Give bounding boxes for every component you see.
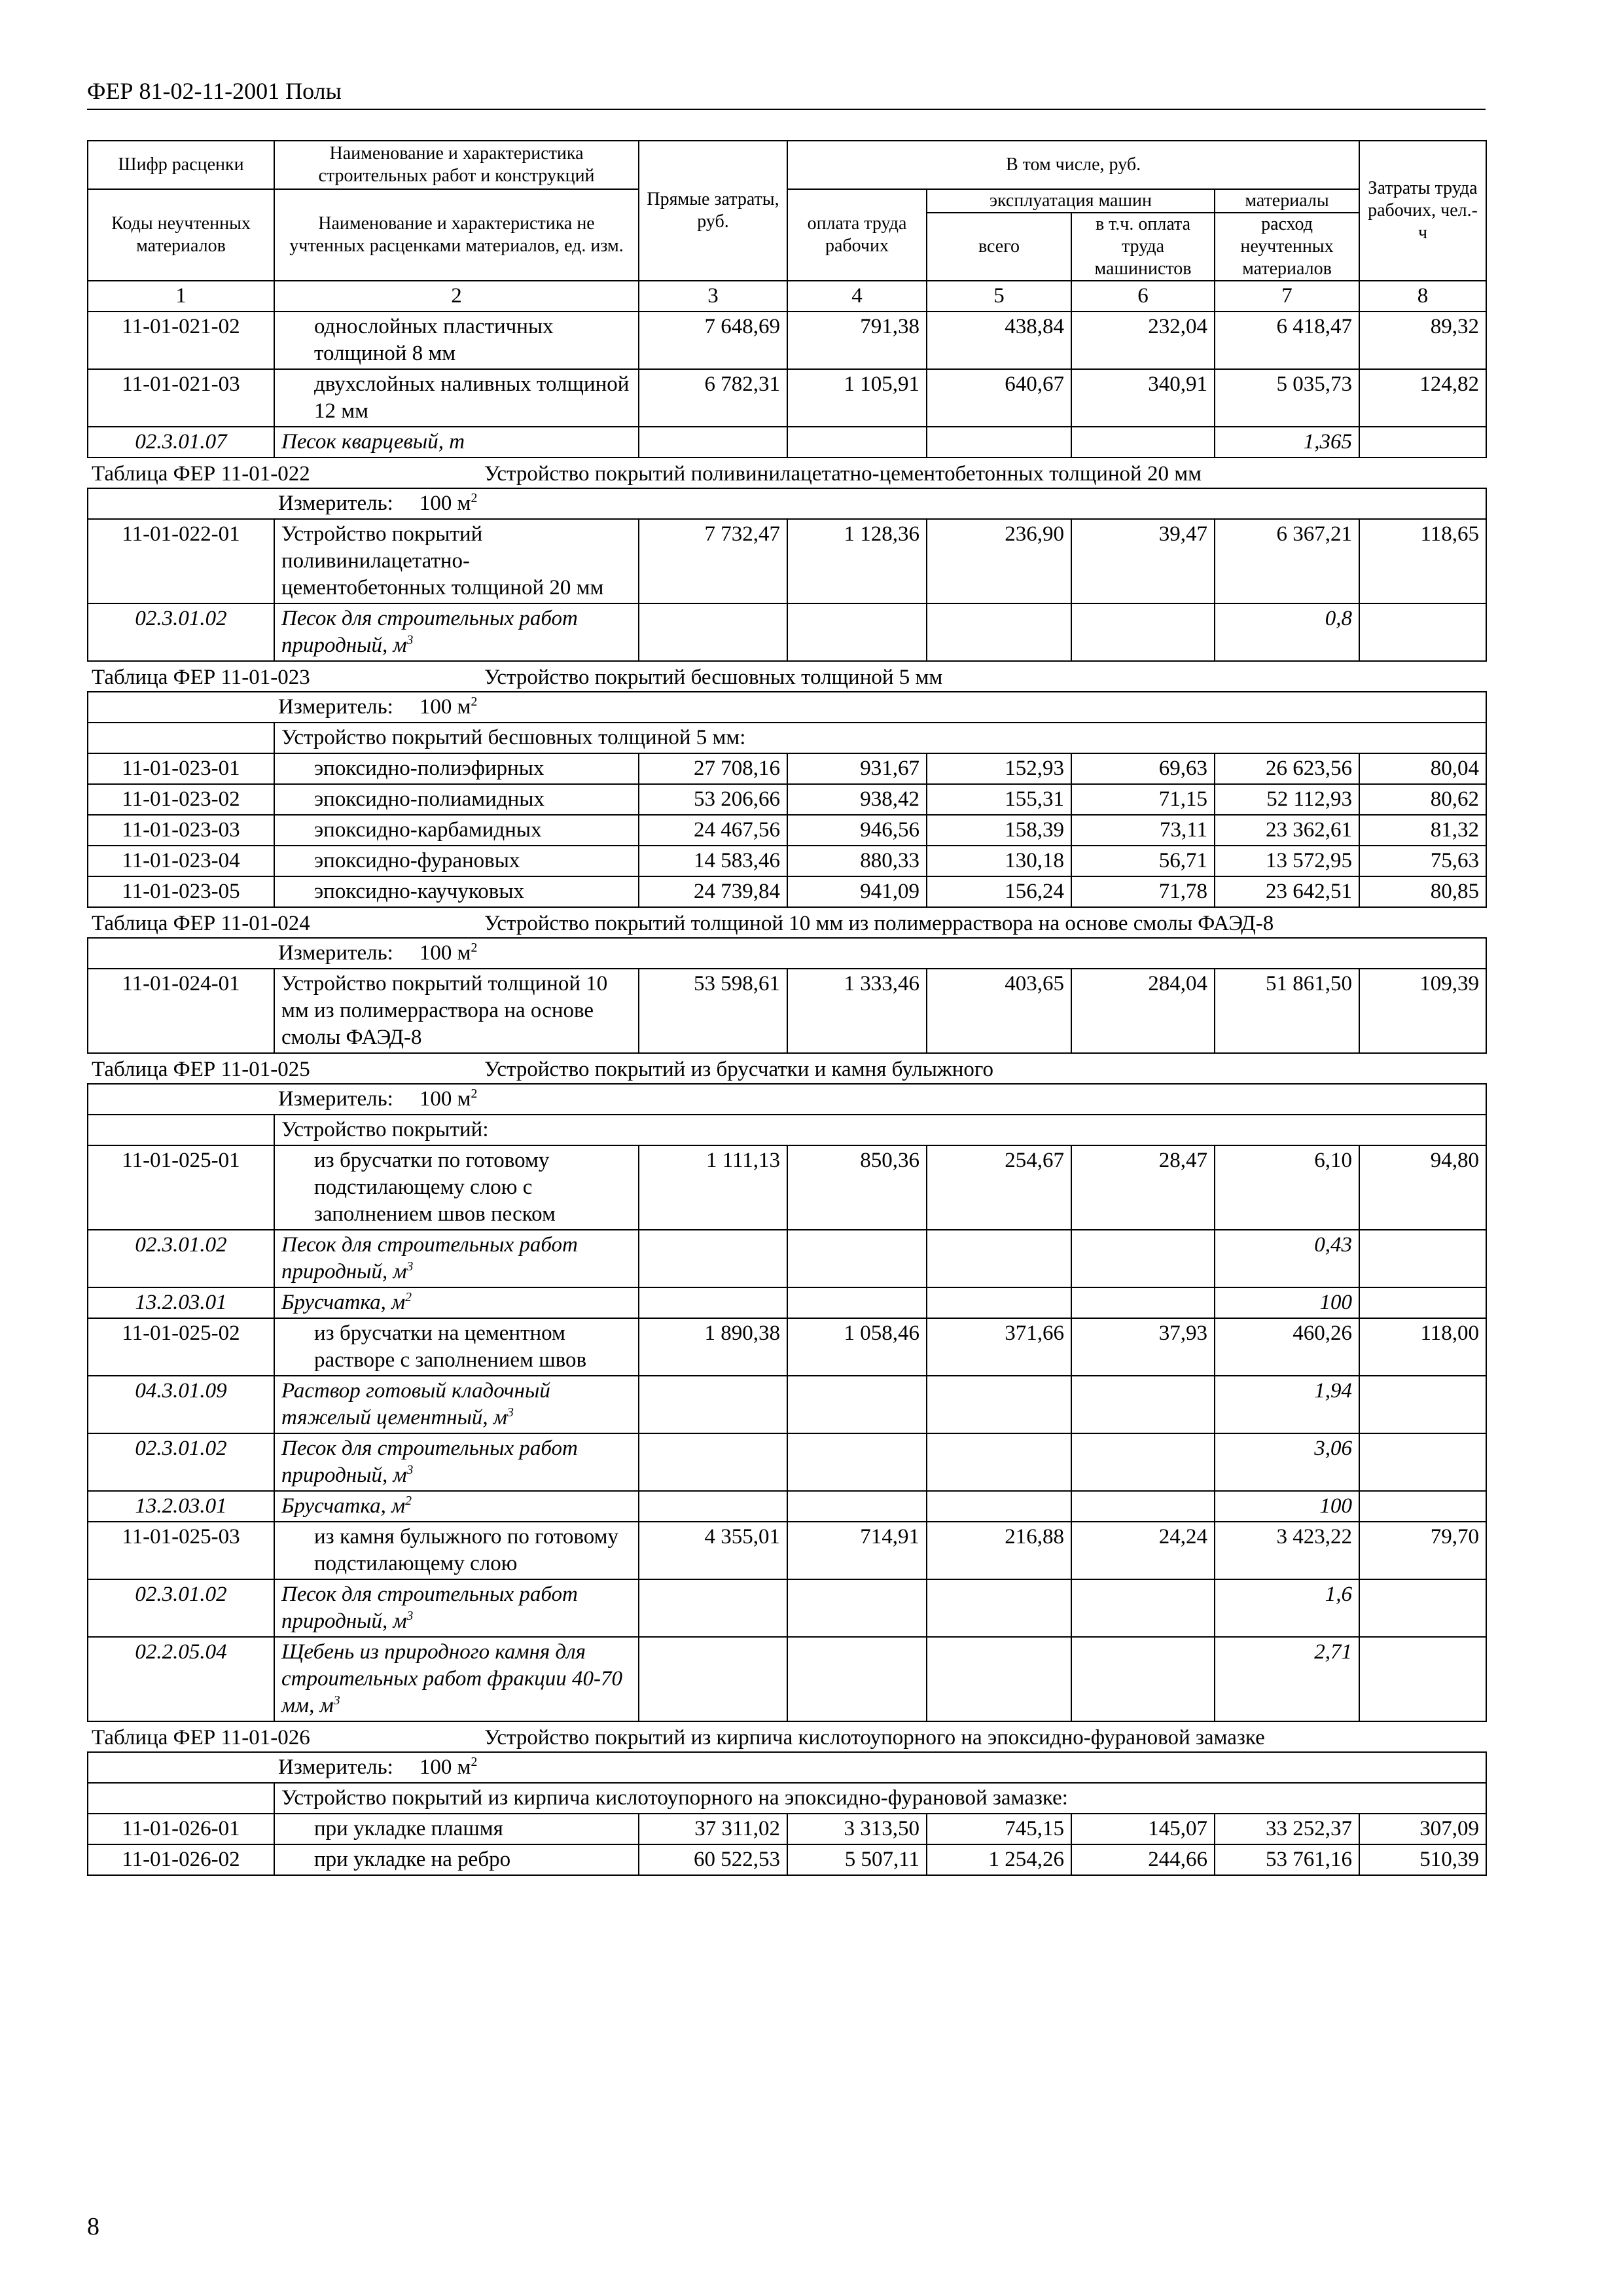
rate-code: 11-01-026-01 (88, 1814, 274, 1844)
labor-hours: 80,62 (1359, 784, 1486, 815)
labor-hours: 80,04 (1359, 753, 1486, 784)
measure-label: Измеритель: (278, 1755, 393, 1779)
table-row (88, 1145, 1486, 1230)
rate-name: эпоксидно-фурановых (274, 846, 639, 876)
machines-total: 438,84 (927, 312, 1071, 369)
machinists-wages: 232,04 (1071, 312, 1215, 369)
machinists-wages: 73,11 (1071, 815, 1215, 846)
materials: 5 035,73 (1215, 369, 1359, 427)
material-code: 02.3.01.07 (88, 427, 274, 457)
measure-label: Измеритель: (278, 695, 393, 719)
col-header-name: Наименование и характеристика строительных работ и конструкций (274, 141, 639, 189)
wages: 938,42 (787, 784, 927, 815)
rate-code: 11-01-021-03 (88, 369, 274, 427)
material-name: Щебень из природного камня для строительных работ фракции 40-70 мм, м (281, 1640, 623, 1717)
material-name: Песок для строительных работ природный, м (281, 1583, 578, 1633)
table-title: Устройство покрытий поливинилацетатно-цементобетонных толщиной 20 мм (484, 462, 1202, 486)
rate-code: 11-01-023-01 (88, 753, 274, 784)
material-code: 02.3.01.02 (88, 1230, 274, 1287)
rate-name: двухслойных наливных толщиной 12 мм (274, 369, 639, 427)
table-row (88, 1814, 1486, 1844)
rate-code: 11-01-023-03 (88, 815, 274, 846)
material-name: Брусчатка, м (281, 1494, 406, 1518)
materials: 6 367,21 (1215, 519, 1359, 603)
machines-total: 236,90 (927, 519, 1071, 603)
rate-code: 11-01-021-02 (88, 312, 274, 369)
wages: 931,67 (787, 753, 927, 784)
col-header-machines-total: всего (927, 213, 1071, 281)
machinists-wages: 244,66 (1071, 1844, 1215, 1875)
rate-name: из брусчатки на цементном растворе с заполнением швов (274, 1318, 639, 1376)
machinists-wages: 284,04 (1071, 969, 1215, 1053)
wages: 3 313,50 (787, 1814, 927, 1844)
rate-code: 11-01-024-01 (88, 969, 274, 1053)
table-number: Таблица ФЕР 11-01-023 (92, 666, 310, 689)
direct-costs: 1 890,38 (639, 1318, 787, 1376)
material-code: 02.3.01.02 (88, 1433, 274, 1491)
material-row: 02.3.01.02 Песок для строительных работ природный, $м^3$ 1,6 (88, 1579, 1486, 1637)
table-title: Устройство покрытий из брусчатки и камня булыжного (484, 1058, 994, 1081)
machines-total: 130,18 (927, 846, 1071, 876)
group-row (88, 723, 1486, 753)
table-title: Устройство покрытий толщиной 10 мм из полимерраствора на основе смолы ФАЭД-8 (484, 912, 1274, 935)
group-row (88, 1783, 1486, 1814)
rate-code: 11-01-023-04 (88, 846, 274, 876)
material-qty: 0,8 (1215, 603, 1359, 661)
col-header-material-codes: Коды неучтенных материалов (88, 189, 274, 281)
wages: 946,56 (787, 815, 927, 846)
material-code: 13.2.03.01 (88, 1287, 274, 1318)
col-number: 4 (787, 281, 927, 312)
material-qty: 100 (1215, 1287, 1359, 1318)
measure-row: Измеритель: 100 $м^2$ (88, 692, 1486, 723)
machines-total: 158,39 (927, 815, 1071, 846)
table-title: Устройство покрытий из кирпича кислотоупорного на эпоксидно-фурановой замазке (484, 1726, 1265, 1749)
col-number: 7 (1215, 281, 1359, 312)
rate-code: 11-01-026-02 (88, 1844, 274, 1875)
material-row: 02.3.01.02 Песок для строительных работ природный, $м^3$ 3,06 (88, 1433, 1486, 1491)
rate-name: Устройство покрытий поливинилацетатно-цементобетонных толщиной 20 мм (274, 519, 639, 603)
materials: 26 623,56 (1215, 753, 1359, 784)
table-number: Таблица ФЕР 11-01-024 (92, 912, 310, 935)
materials: 51 861,50 (1215, 969, 1359, 1053)
materials: 3 423,22 (1215, 1522, 1359, 1579)
col-header-code: Шифр расценки (88, 141, 274, 189)
rate-name: эпоксидно-каучуковых (274, 876, 639, 907)
machines-total: 216,88 (927, 1522, 1071, 1579)
material-name: Песок кварцевый, т (274, 427, 639, 457)
labor-hours: 510,39 (1359, 1844, 1486, 1875)
materials: 33 252,37 (1215, 1814, 1359, 1844)
material-qty: 2,71 (1215, 1637, 1359, 1721)
measure-row: Измеритель: 100 $м^2$ (88, 1084, 1486, 1115)
measure-value: 100 м (419, 1087, 471, 1111)
materials: 13 572,95 (1215, 846, 1359, 876)
direct-costs: 24 739,84 (639, 876, 787, 907)
rate-code: 11-01-025-03 (88, 1522, 274, 1579)
labor-hours: 307,09 (1359, 1814, 1486, 1844)
machinists-wages: 145,07 (1071, 1814, 1215, 1844)
table-title-row (88, 661, 1486, 692)
rates-table (87, 140, 1487, 1876)
rate-code: 11-01-022-01 (88, 519, 274, 603)
material-name: Песок для строительных работ природный, м (281, 1233, 578, 1283)
table-title-row (88, 457, 1486, 488)
col-number: 5 (927, 281, 1071, 312)
machines-total: 152,93 (927, 753, 1071, 784)
table-row (88, 519, 1486, 603)
material-name: Брусчатка, м (281, 1291, 406, 1314)
machines-total: 745,15 (927, 1814, 1071, 1844)
table-row (88, 1522, 1486, 1579)
material-row: 02.3.01.02 Песок для строительных работ природный, $м^3$ 0,43 (88, 1230, 1486, 1287)
labor-hours: 118,65 (1359, 519, 1486, 603)
wages: 880,33 (787, 846, 927, 876)
column-numbers-row (88, 281, 1486, 312)
rate-name: эпоксидно-полиэфирных (274, 753, 639, 784)
group-title: Устройство покрытий из кирпича кислотоупорного на эпоксидно-фурановой замазке: (274, 1783, 1486, 1814)
direct-costs: 6 782,31 (639, 369, 787, 427)
wages: 714,91 (787, 1522, 927, 1579)
labor-hours: 80,85 (1359, 876, 1486, 907)
direct-costs: 53 598,61 (639, 969, 787, 1053)
rate-name: из брусчатки по готовому подстилающему слою с заполнением швов песком (274, 1145, 639, 1230)
measure-value: 100 м (419, 941, 471, 965)
material-qty: 1,94 (1215, 1376, 1359, 1433)
rate-name: эпоксидно-полиамидных (274, 784, 639, 815)
table-row (88, 846, 1486, 876)
wages: 1 105,91 (787, 369, 927, 427)
group-title: Устройство покрытий: (274, 1115, 1486, 1145)
table-row (88, 1844, 1486, 1875)
measure-label: Измеритель: (278, 1087, 393, 1111)
col-number: 1 (88, 281, 274, 312)
materials: 23 362,61 (1215, 815, 1359, 846)
machines-total: 254,67 (927, 1145, 1071, 1230)
table-number: Таблица ФЕР 11-01-025 (92, 1058, 310, 1081)
material-code: 02.3.01.02 (88, 603, 274, 661)
labor-hours: 75,63 (1359, 846, 1486, 876)
rate-name: эпоксидно-карбамидных (274, 815, 639, 846)
labor-hours: 94,80 (1359, 1145, 1486, 1230)
table-row (88, 815, 1486, 846)
col-header-wages: оплата труда рабочих (787, 189, 927, 281)
header-row-1 (88, 141, 1486, 189)
page-header: ФЕР 81-02-11-2001 Полы (87, 77, 1486, 110)
direct-costs: 14 583,46 (639, 846, 787, 876)
rate-code: 11-01-025-02 (88, 1318, 274, 1376)
material-row: 02.2.05.04 Щебень из природного камня для строительных работ фракции 40-70 мм, $м^3$ 2,71 (88, 1637, 1486, 1721)
rate-name: при укладке на ребро (274, 1844, 639, 1875)
col-number: 3 (639, 281, 787, 312)
rate-name: однослойных пластичных толщиной 8 мм (274, 312, 639, 369)
col-header-material-names: Наименование и характеристика не учтенных расценками материалов, ед. изм. (274, 189, 639, 281)
table-row (88, 1318, 1486, 1376)
materials: 6,10 (1215, 1145, 1359, 1230)
measure-row: Измеритель: 100 $м^2$ (88, 1752, 1486, 1783)
direct-costs: 7 732,47 (639, 519, 787, 603)
group-title: Устройство покрытий бесшовных толщиной 5 мм: (274, 723, 1486, 753)
machines-total: 403,65 (927, 969, 1071, 1053)
col-header-unaccounted: расход неучтенных материалов (1215, 213, 1359, 281)
col-header-machines: эксплуатация машин (927, 189, 1215, 213)
material-code: 13.2.03.01 (88, 1491, 274, 1522)
rate-code: 11-01-023-05 (88, 876, 274, 907)
material-row: 13.2.03.01 Брусчатка, $м^2$ 100 (88, 1287, 1486, 1318)
measure-row: Измеритель: 100 $м^2$ (88, 938, 1486, 969)
direct-costs: 27 708,16 (639, 753, 787, 784)
material-row (88, 427, 1486, 457)
machines-total: 156,24 (927, 876, 1071, 907)
material-qty: 100 (1215, 1491, 1359, 1522)
material-name: Песок для строительных работ природный, м (281, 607, 578, 657)
table-title: Устройство покрытий бесшовных толщиной 5 мм (484, 666, 943, 689)
material-qty: 3,06 (1215, 1433, 1359, 1491)
material-name: Раствор готовый кладочный тяжелый цементный, м (281, 1379, 550, 1429)
wages: 850,36 (787, 1145, 927, 1230)
table-row (88, 753, 1486, 784)
labor-hours: 124,82 (1359, 369, 1486, 427)
rate-name: при укладке плашмя (274, 1814, 639, 1844)
measure-value: 100 м (419, 1755, 471, 1779)
col-header-machinists-wages: в т.ч. оплата труда машинистов (1071, 213, 1215, 281)
table-row (88, 312, 1486, 369)
machinists-wages: 71,78 (1071, 876, 1215, 907)
col-number: 8 (1359, 281, 1486, 312)
table-number: Таблица ФЕР 11-01-026 (92, 1726, 310, 1749)
machinists-wages: 24,24 (1071, 1522, 1215, 1579)
labor-hours: 89,32 (1359, 312, 1486, 369)
direct-costs: 7 648,69 (639, 312, 787, 369)
machinists-wages: 39,47 (1071, 519, 1215, 603)
wages: 941,09 (787, 876, 927, 907)
measure-label: Измеритель: (278, 941, 393, 965)
table-title-row (88, 1053, 1486, 1084)
direct-costs: 4 355,01 (639, 1522, 787, 1579)
wages: 1 333,46 (787, 969, 927, 1053)
col-header-labor: Затраты труда рабочих, чел.-ч (1359, 141, 1486, 281)
material-qty: 1,365 (1215, 427, 1359, 457)
table-row (88, 369, 1486, 427)
measure-value: 100 м (419, 695, 471, 719)
machinists-wages: 37,93 (1071, 1318, 1215, 1376)
material-qty: 0,43 (1215, 1230, 1359, 1287)
table-title-row (88, 1721, 1486, 1752)
rate-name: из камня булыжного по готовому подстилающему слою (274, 1522, 639, 1579)
table-row (88, 876, 1486, 907)
material-code: 02.3.01.02 (88, 1579, 274, 1637)
col-number: 2 (274, 281, 639, 312)
wages: 1 128,36 (787, 519, 927, 603)
machines-total: 371,66 (927, 1318, 1071, 1376)
machines-total: 155,31 (927, 784, 1071, 815)
table-row (88, 969, 1486, 1053)
col-header-incl: В том числе, руб. (787, 141, 1359, 189)
measure-row: Измеритель: 100 $м^2$ (88, 488, 1486, 519)
material-code: 02.2.05.04 (88, 1637, 274, 1721)
wages: 1 058,46 (787, 1318, 927, 1376)
table-title-row (88, 907, 1486, 938)
labor-hours: 118,00 (1359, 1318, 1486, 1376)
materials: 460,26 (1215, 1318, 1359, 1376)
materials: 52 112,93 (1215, 784, 1359, 815)
material-name: Песок для строительных работ природный, м (281, 1437, 578, 1487)
rate-code: 11-01-025-01 (88, 1145, 274, 1230)
page-number: 8 (87, 2213, 99, 2240)
labor-hours: 109,39 (1359, 969, 1486, 1053)
measure-label: Измеритель: (278, 492, 393, 515)
machinists-wages: 340,91 (1071, 369, 1215, 427)
direct-costs: 24 467,56 (639, 815, 787, 846)
direct-costs: 53 206,66 (639, 784, 787, 815)
col-number: 6 (1071, 281, 1215, 312)
machinists-wages: 69,63 (1071, 753, 1215, 784)
col-header-materials: материалы (1215, 189, 1359, 213)
material-qty: 1,6 (1215, 1579, 1359, 1637)
machinists-wages: 56,71 (1071, 846, 1215, 876)
table-number: Таблица ФЕР 11-01-022 (92, 462, 310, 486)
wages: 791,38 (787, 312, 927, 369)
direct-costs: 37 311,02 (639, 1814, 787, 1844)
materials: 23 642,51 (1215, 876, 1359, 907)
col-header-direct-costs: Прямые затраты, руб. (639, 141, 787, 281)
group-row (88, 1115, 1486, 1145)
wages: 5 507,11 (787, 1844, 927, 1875)
direct-costs: 1 111,13 (639, 1145, 787, 1230)
materials: 6 418,47 (1215, 312, 1359, 369)
material-code: 04.3.01.09 (88, 1376, 274, 1433)
labor-hours: 81,32 (1359, 815, 1486, 846)
rate-name: Устройство покрытий толщиной 10 мм из полимерраствора на основе смолы ФАЭД-8 (274, 969, 639, 1053)
material-row: 02.3.01.02 Песок для строительных работ природный, $м^3$ 0,8 (88, 603, 1486, 661)
material-row: 04.3.01.09 Раствор готовый кладочный тяжелый цементный, $м^3$ 1,94 (88, 1376, 1486, 1433)
materials: 53 761,16 (1215, 1844, 1359, 1875)
machines-total: 1 254,26 (927, 1844, 1071, 1875)
rate-code: 11-01-023-02 (88, 784, 274, 815)
labor-hours: 79,70 (1359, 1522, 1486, 1579)
material-row: 13.2.03.01 Брусчатка, $м^2$ 100 (88, 1491, 1486, 1522)
measure-value: 100 м (419, 492, 471, 515)
header-row-2 (88, 189, 1486, 213)
machines-total: 640,67 (927, 369, 1071, 427)
direct-costs: 60 522,53 (639, 1844, 787, 1875)
machinists-wages: 71,15 (1071, 784, 1215, 815)
machinists-wages: 28,47 (1071, 1145, 1215, 1230)
table-row (88, 784, 1486, 815)
